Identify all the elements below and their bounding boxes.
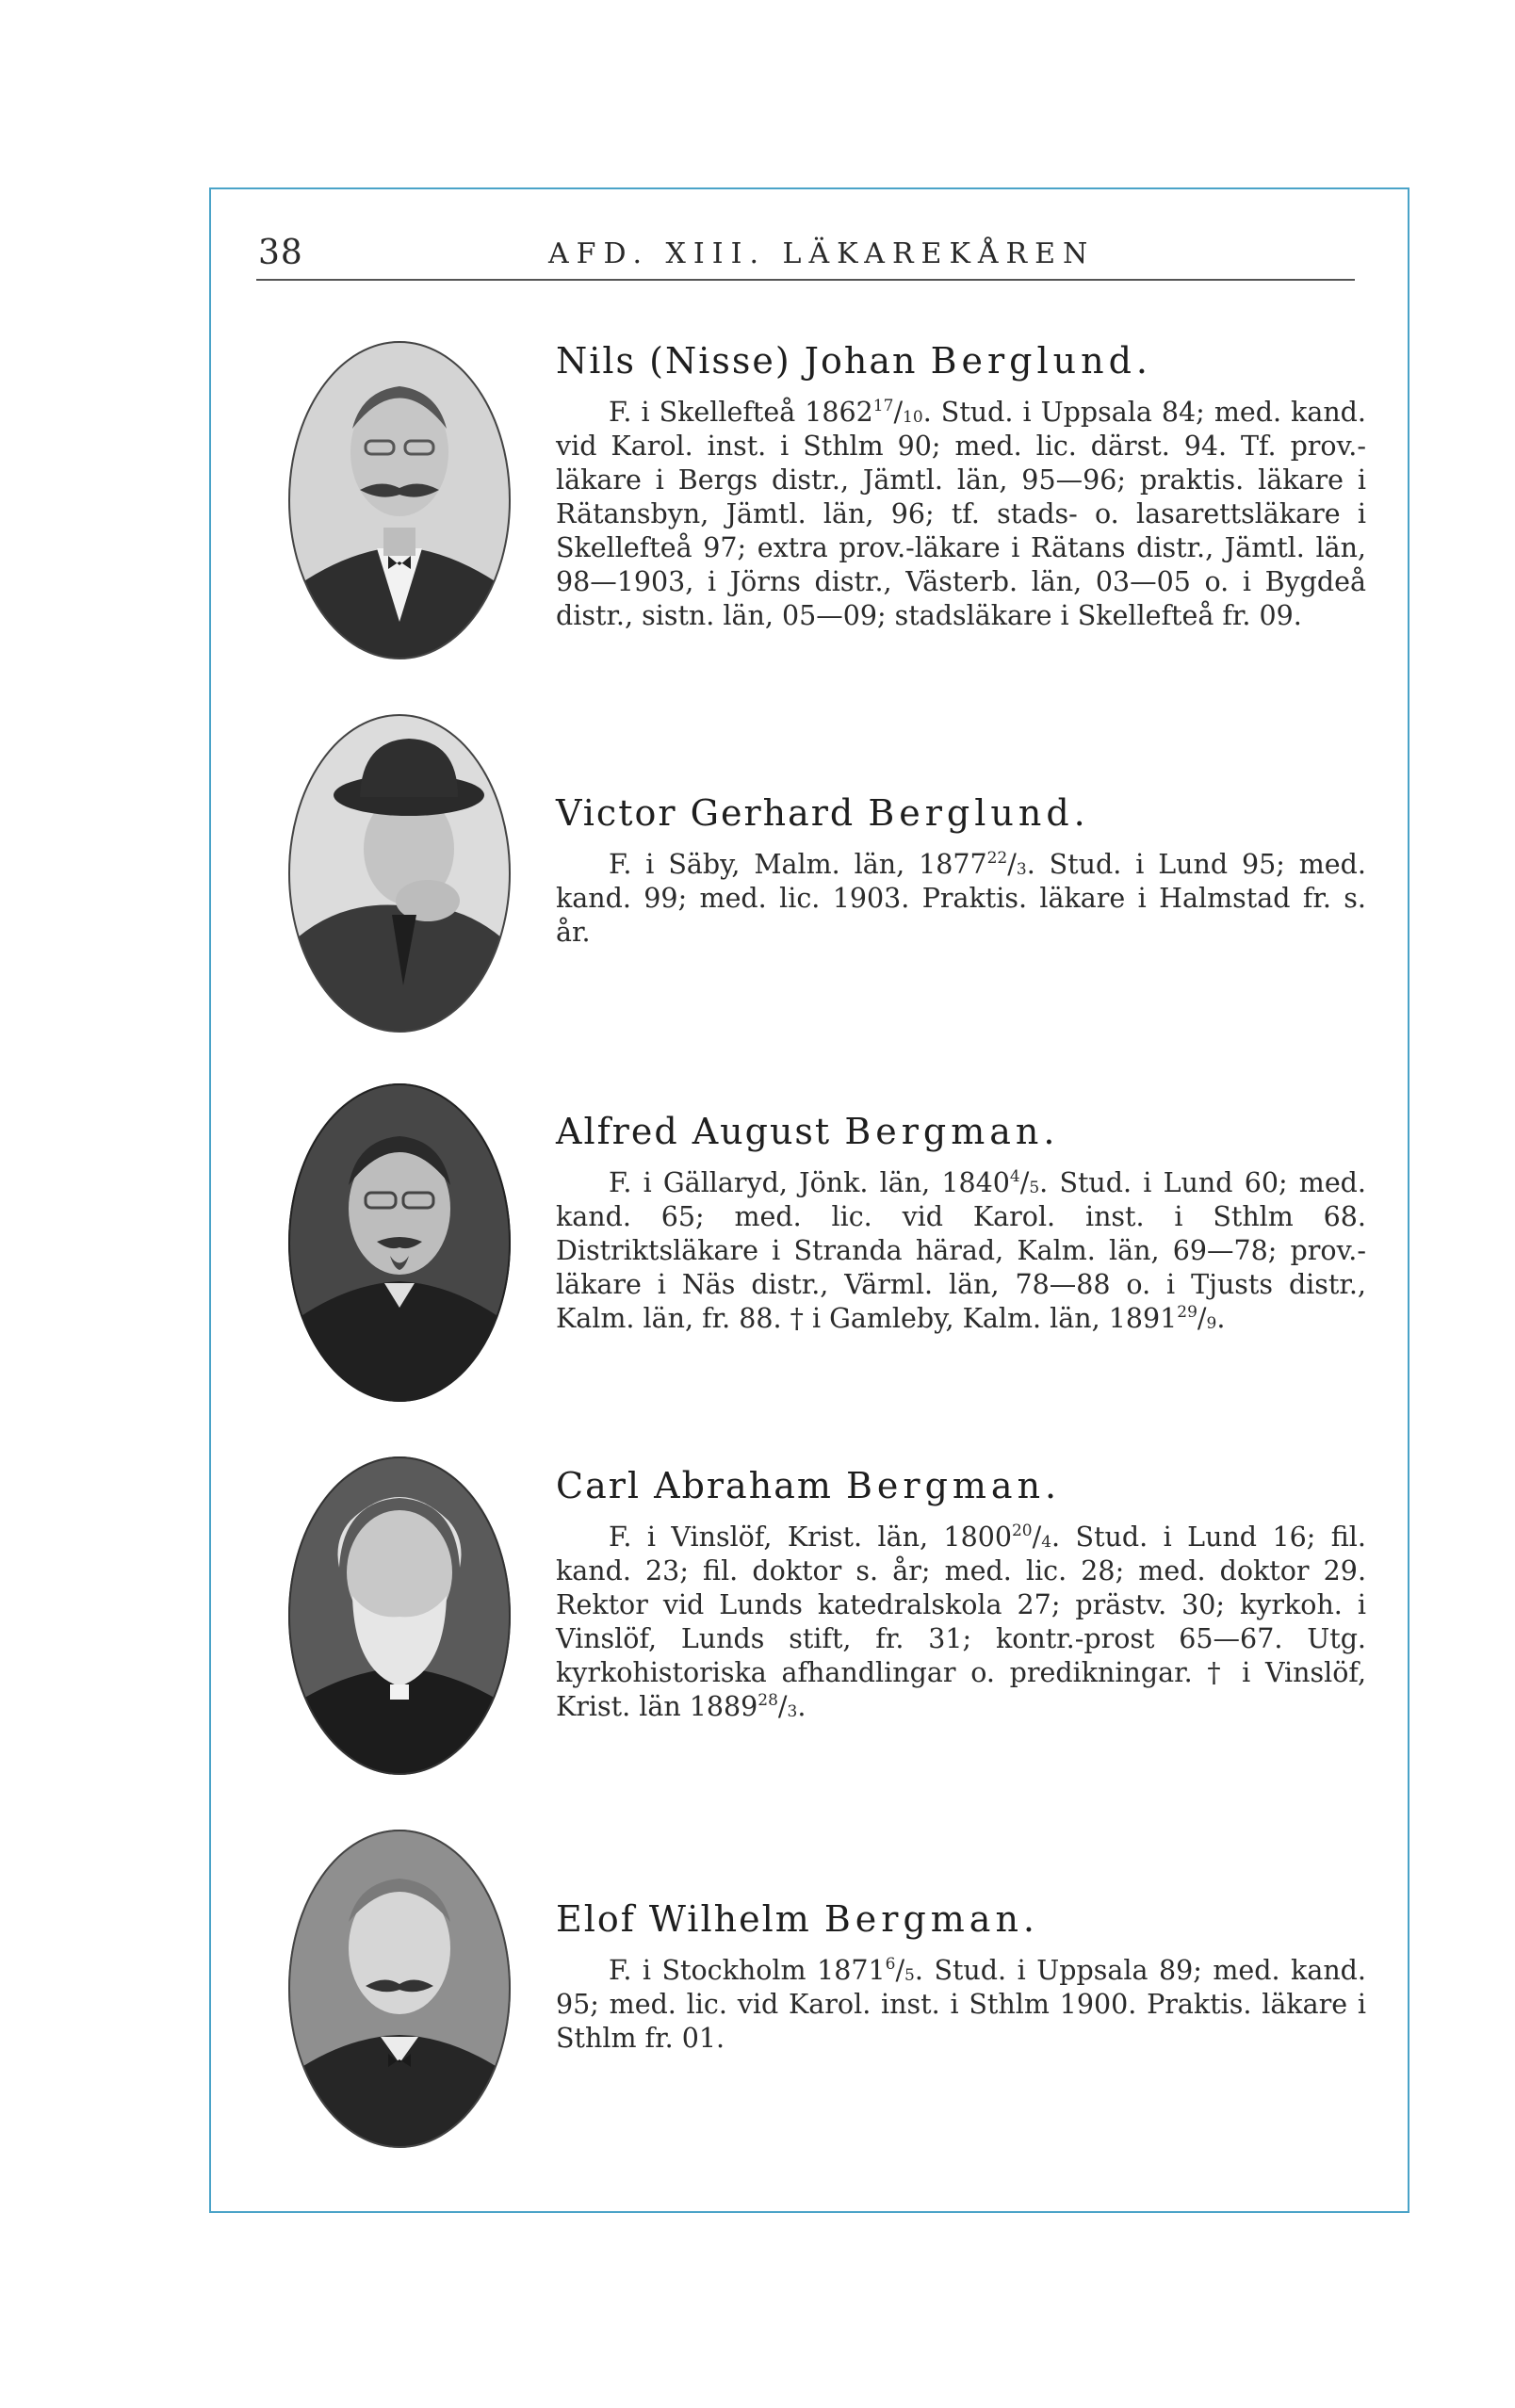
date-month: 5 — [1029, 1179, 1040, 1197]
biography — [556, 1521, 1366, 1724]
family-name: Berglund. — [930, 340, 1152, 382]
portrait-alfred-august-bergman — [286, 1082, 513, 1404]
biography — [556, 396, 1366, 633]
death-day: 28 — [758, 1691, 778, 1710]
bio-tail: . — [1216, 1303, 1226, 1334]
portrait-elof-wilhelm-bergman — [286, 1828, 513, 2150]
person-name — [556, 1897, 1366, 1941]
date-day: 22 — [986, 849, 1008, 868]
entry-text — [556, 1897, 1366, 2056]
date-day: 4 — [1009, 1167, 1020, 1186]
given-names: Nils (Nisse) Johan — [556, 340, 918, 382]
entry-text — [556, 1464, 1366, 1724]
date-month: 10 — [903, 408, 923, 427]
bio-tail: . — [797, 1691, 806, 1722]
birth-date-fraction: $^{17}/_{10}$ — [872, 397, 923, 428]
bio-lead: F. i Gällaryd, Jönk. län, 1840 — [609, 1167, 1010, 1198]
date-month: 5 — [904, 1966, 915, 1985]
date-month: 4 — [1041, 1533, 1052, 1552]
date-day: 20 — [1011, 1521, 1033, 1540]
portrait-photo — [286, 1828, 513, 2150]
person-name — [556, 1464, 1366, 1507]
portrait-photo — [286, 1082, 513, 1404]
death-month: 3 — [787, 1702, 798, 1721]
bio-rest: . Stud. i Lund 95; med. kand. 99; med. lic. 1903. Praktis. läkare i Halmstad fr. s. år. — [556, 849, 1366, 948]
portrait-photo — [286, 712, 513, 1034]
portrait-victor-gerhard-berglund — [286, 712, 513, 1034]
portrait-nils-johan-berglund — [286, 339, 513, 661]
person-name — [556, 339, 1366, 382]
person-name — [556, 791, 1366, 835]
portrait-carl-abraham-bergman — [286, 1455, 513, 1777]
page-number: 38 — [258, 234, 303, 272]
given-names: Alfred August — [556, 1111, 832, 1152]
date-day: 6 — [885, 1955, 896, 1974]
family-name: Bergman. — [845, 1465, 1062, 1506]
bio-rest: . Stud. i Lund 16; fil. kand. 23; fil. doktor s. år; med. lic. 28; med. doktor 29. Rektor vid Lunds katedralskola 27; prästv. 30; kyrkoh. i Vinslöf, Lunds stift, fr. 31; kontr.-prost 65—67. Utg. kyrkohistoriska afhandlingar o. predikningar. † i Vinslöf, Krist. län 1889 — [556, 1521, 1366, 1722]
bio-lead: F. i Skellefteå 1862 — [609, 397, 873, 428]
death-month: 9 — [1206, 1314, 1217, 1333]
death-date-fraction: $^{28}/_3$ — [758, 1691, 798, 1722]
running-head: AFD. XIII. LÄKAREKÅREN — [548, 237, 1096, 270]
entry-text — [556, 791, 1366, 950]
person-name — [556, 1110, 1366, 1153]
bio-lead: F. i Stockholm 1871 — [609, 1955, 886, 1986]
portrait-photo — [286, 1455, 513, 1777]
biography — [556, 1954, 1366, 2056]
birth-date-fraction: $^4/_5$ — [1009, 1167, 1040, 1198]
date-month: 3 — [1016, 860, 1027, 879]
bio-rest: . Stud. i Uppsala 84; med. kand. vid Karol. inst. i Sthlm 90; med. lic. därst. 94. Tf. prov.-läkare i Bergs distr., Jämtl. län, 95—96; praktis. läkare i Rätansbyn, Jämtl. län, 96; tf. stads- o. lasarettsläkare i Skellefteå 97; extra prov.-läkare i Rätans distr., Jämtl. län, 98—1903, i Jörns distr., Västerb. län, 03—05 o. i Bygdeå distr., sistn. län, 05—09; stadsläkare i Skellefteå fr. 09. — [556, 397, 1366, 631]
family-name: Berglund. — [868, 792, 1090, 834]
family-name: Bergman. — [823, 1898, 1040, 1940]
death-date-fraction: $^{29}/_9$ — [1177, 1303, 1217, 1334]
birth-date-fraction: $^{20}/_4$ — [1011, 1521, 1052, 1553]
entry-text — [556, 339, 1366, 633]
bio-lead: F. i Vinslöf, Krist. län, 1800 — [609, 1521, 1012, 1553]
given-names: Elof Wilhelm — [556, 1898, 811, 1940]
biography — [556, 848, 1366, 950]
portrait-photo — [286, 339, 513, 661]
family-name: Bergman. — [844, 1111, 1060, 1152]
date-day: 17 — [872, 397, 894, 415]
biography — [556, 1166, 1366, 1336]
birth-date-fraction: $^6/_5$ — [885, 1955, 915, 1986]
bio-lead: F. i Säby, Malm. län, 1877 — [609, 849, 987, 880]
death-day: 29 — [1177, 1303, 1197, 1322]
bio-rest: . Stud. i Uppsala 89; med. kand. 95; med. lic. vid Karol. inst. i Sthlm 1900. Praktis. läkare i Sthlm fr. 01. — [556, 1955, 1366, 2054]
page-header — [256, 234, 1355, 281]
given-names: Carl Abraham — [556, 1465, 833, 1506]
given-names: Victor Gerhard — [556, 792, 855, 834]
entry-text — [556, 1110, 1366, 1336]
bio-rest: . Stud. i Lund 60; med. kand. 65; med. lic. vid Karol. inst. i Sthlm 68. Distriktsläkare i Stranda härad, Kalm. län, 69—78; prov.-läkare i Näs distr., Värml. län, 78—88 o. i Tjusts distr., Kalm. län, fr. 88. † i Gamleby, Kalm. län, 1891 — [556, 1167, 1366, 1334]
birth-date-fraction: $^{22}/_3$ — [986, 849, 1027, 880]
